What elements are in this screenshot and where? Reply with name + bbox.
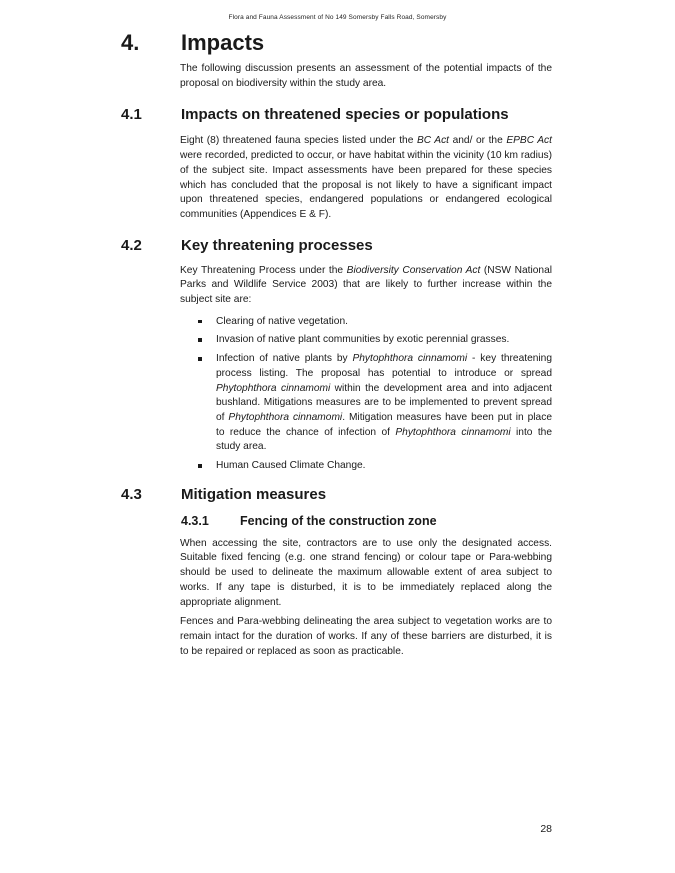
section-title: Impacts on threatened species or populations xyxy=(181,106,509,124)
section-title: Mitigation measures xyxy=(181,485,327,503)
bullet-icon xyxy=(198,464,202,468)
bullet-icon xyxy=(198,320,202,324)
section-number: 4.2 xyxy=(121,236,142,254)
section-title: Key threatening processes xyxy=(181,236,373,254)
fencing-paragraph-2: Fences and Para-webbing delineating the area subject to vegetation works are to remain intact for the duration of works. If any of these barriers are disturbed, it is to be repaired or replaced as soon as practicable. xyxy=(180,616,552,657)
page-number: 28 xyxy=(540,823,552,835)
section-heading-4-1 xyxy=(0,106,675,128)
intro-paragraph: The following discussion presents an assessment of the potential impacts of the proposal on biodiversity within the study area. xyxy=(180,63,552,89)
threatened-species-paragraph: Eight (8) threatened fauna species listed under the BC Act and/ or the EPBC Act were recorded, predicted to occur, or have habitat within the vicinity (10 km radius) of the subject site. Impact assessments have been prepared for these species which has concluded that the proposal is not likely to have a significant impact upon threatened species, endangered populations or endangered ecological communities (Appendices E & F). xyxy=(180,135,552,220)
section-heading-4-2 xyxy=(0,237,675,259)
key-threatening-paragraph: Key Threatening Process under the Biodiversity Conservation Act (NSW National Parks and Wildlife Service 2003) that are likely to further increase within the subject site are: xyxy=(180,264,552,306)
list-item: Infection of native plants by Phytophthora cinnamomi - key threatening process listing. The proposal has potential to introduce or spread Phytophthora cinnamomi within the development area and into adjacent bushland. Mitigations measures are to be implemented to prevent spread of Phytophthora cinnamomi. Mitigation measures have been put in place to reduce the chance of infection of Phytophthora cinnamomi into the study area. xyxy=(198,352,552,455)
section-number: 4.3 xyxy=(121,485,142,503)
section-number: 4. xyxy=(121,30,140,55)
list-item: Human Caused Climate Change. xyxy=(198,459,552,474)
section-number: 4.1 xyxy=(121,106,142,124)
bullet-icon xyxy=(198,338,202,342)
running-header: Flora and Fauna Assessment of No 149 Somersby Falls Road, Somersby xyxy=(228,14,447,21)
subsection-number: 4.3.1 xyxy=(181,513,209,528)
list-item: Clearing of native vegetation. xyxy=(198,315,552,330)
bullet-icon xyxy=(198,357,202,361)
section-heading-4 xyxy=(0,30,675,56)
list-item: Invasion of native plant communities by exotic perennial grasses. xyxy=(198,333,552,348)
threatening-process-list xyxy=(198,315,552,474)
fencing-paragraph-1: When accessing the site, contractors are to use only the designated access. Suitable fixed fencing (e.g. one strand fencing) or colour tape or Para-webbing should be used to delineate the maximum allowable extent of area subject to works. If any tape is disturbed, it is to be immediately replaced along the appropriate alignment. xyxy=(180,537,552,608)
page-content xyxy=(0,30,675,659)
subsection-title: Fencing of the construction zone xyxy=(240,513,437,528)
section-title: Impacts xyxy=(181,30,265,55)
subsection-heading-4-3-1 xyxy=(0,514,675,532)
section-heading-4-3 xyxy=(0,486,675,508)
